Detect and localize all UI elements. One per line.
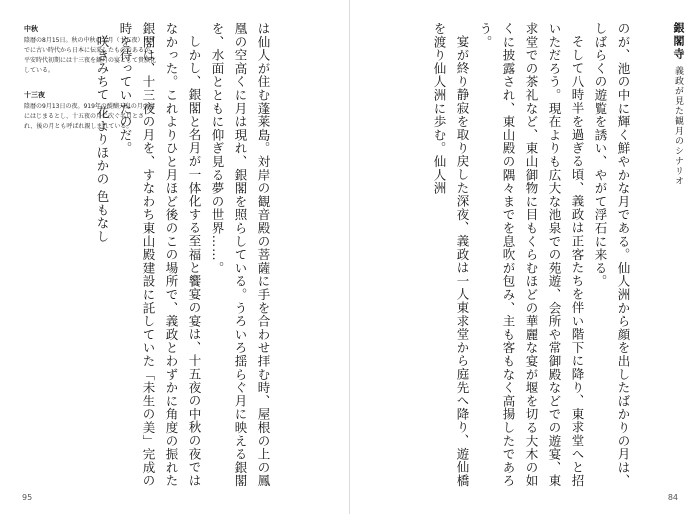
poem-line: 花よりほかの bbox=[95, 105, 110, 186]
left-body-text bbox=[85, 22, 275, 488]
chapter-subtitle: 義政が見た観月のシナリオ bbox=[673, 66, 683, 187]
paragraph: は仙人が住む蓬莱島。対岸の観音殿の菩薩に手を合わせ拝む時、屋根の上の鳳凰の空高くに月は現れ、銀閣を照らしている。うろいろ揺らぐ月に映える銀閣を、水面とともに仰ぎ見る夢の世界……。 bbox=[210, 22, 271, 488]
footnote-term: 十三夜 bbox=[24, 91, 45, 99]
footnote-term: 中秋 bbox=[24, 25, 38, 33]
right-body-text bbox=[380, 22, 635, 488]
footnote-text: 陰暦の9月13日の夜。919年の醍醐天皇の月の宴にはじまるとし、十五夜の月に次ぐ名月とされ、後の月とも呼ばれ親しまれている。 bbox=[24, 103, 155, 130]
paragraph: そして八時半を過ぎる頃、義政は正客たちを伴い階下に降り、東求堂へと招いただろう。現在よりも広大な池泉での苑遊、会所や常御殿などでの遊宴、東求堂での茶礼など、東山御物に目もくらむほどの華麗な宴が堰を切る大木の如くに披露され、東山殿の隅々までを息吹が包み、主も客もなく高揚したであろう。 bbox=[478, 22, 585, 488]
poem-line: 色もなし bbox=[95, 190, 110, 244]
poem-line: 咲きみちて bbox=[95, 34, 110, 101]
paragraph: 宴が終り静寂を取り戻した深夜、義政は一人東求堂から庭先へ降り、遊仙橋を渡り仙人洲に歩む。仙人洲 bbox=[432, 22, 470, 487]
page-number: 84 bbox=[667, 493, 678, 502]
chapter-title: 銀閣寺 bbox=[672, 22, 685, 61]
page-number: 95 bbox=[22, 493, 33, 502]
running-header bbox=[669, 22, 688, 252]
right-page bbox=[350, 0, 700, 514]
paragraph: しかし、銀閣と名月が一体化する至福と饗宴の宴は、十五夜の中秋の夜ではなかった。これよりひと月ほど後のこの場所で、義政とわずかに角度の振れた銀閣は、十三夜の月を、すなわち東山殿建設に託していた「未生の美」完成の時を待っていたのだ。 bbox=[118, 22, 202, 488]
poem bbox=[91, 22, 114, 488]
footnote-text: 陰暦の8月15日。秋の中秋の名月（十五夜）はすでに古い時代から日本に伝来したものであるが、平安時代初期には十三夜を観月の宴として貴族化している。 bbox=[24, 37, 157, 74]
paragraph: のが、池の中に輝く鮮やかな月である。仙人洲から顔を出したばかりの月は、しばらくの遊覧を誘い、やがて浮石に来る。 bbox=[593, 22, 631, 488]
